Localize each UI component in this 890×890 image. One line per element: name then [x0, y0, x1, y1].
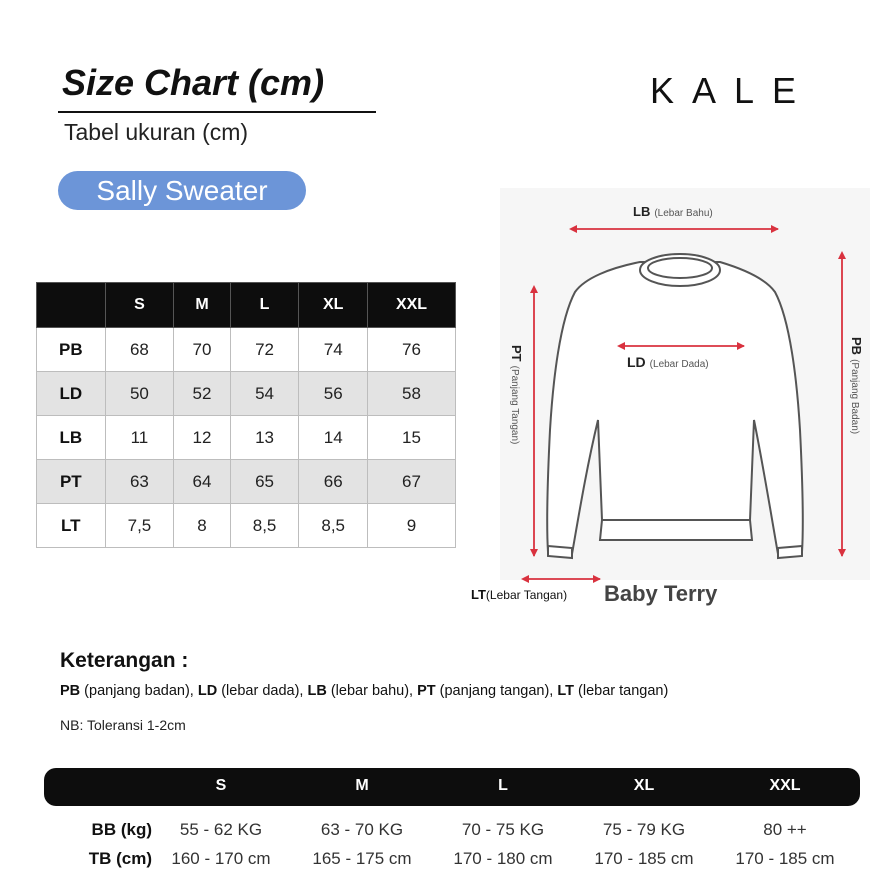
notes-legend	[60, 683, 668, 699]
legend-desc: (panjang tangan),	[435, 683, 558, 699]
fit-cell: 165 - 175 cm	[312, 849, 412, 868]
fit-size-s: S	[215, 777, 227, 794]
fit-cell: 55 - 62 KG	[179, 820, 263, 839]
table-cell: 8	[174, 504, 230, 548]
fit-cell: 63 - 70 KG	[320, 820, 404, 839]
tolerance-note: NB: Toleransi 1-2cm	[60, 717, 186, 733]
fit-cell: 170 - 180 cm	[453, 849, 553, 868]
size-col-xxl: XXL	[368, 283, 456, 328]
table-cell: 8,5	[230, 504, 299, 548]
material-label: Baby Terry	[604, 581, 718, 606]
legend-desc: (lebar bahu),	[326, 683, 418, 699]
table-row-ld	[37, 372, 456, 416]
table-cell: 8,5	[299, 504, 368, 548]
fit-size-l: L	[498, 777, 508, 794]
fit-size-xxl: XXL	[769, 777, 801, 794]
size-table-corner	[37, 283, 106, 328]
pt-label: PT(Panjang Tangan)	[509, 345, 524, 445]
lb-label: LB (Lebar Bahu)	[633, 204, 713, 219]
size-col-xl: XL	[299, 283, 368, 328]
fit-size-m: M	[355, 777, 369, 794]
fit-cell: 170 - 185 cm	[735, 849, 835, 868]
ld-label: LD (Lebar Dada)	[627, 354, 709, 370]
row-label: LB	[37, 416, 106, 460]
page-subtitle: Tabel ukuran (cm)	[64, 119, 249, 145]
table-cell: 56	[299, 372, 368, 416]
fit-row-label-height: TB (cm)	[88, 849, 152, 868]
legend-desc: (panjang badan),	[80, 683, 198, 699]
table-cell: 76	[368, 328, 456, 372]
title-underline	[58, 111, 376, 113]
lt-label: LT(Lebar Tangan)	[471, 587, 568, 602]
legend-code: LB	[307, 683, 327, 699]
table-cell: 50	[105, 372, 174, 416]
row-label: PB	[37, 328, 106, 372]
row-label: LD	[37, 372, 106, 416]
sweater-hem	[600, 520, 752, 540]
table-cell: 54	[230, 372, 299, 416]
legend-desc: (lebar dada),	[217, 683, 308, 699]
table-cell: 66	[299, 460, 368, 504]
size-col-m: M	[174, 283, 230, 328]
table-cell: 52	[174, 372, 230, 416]
table-row-pb	[37, 328, 456, 372]
fit-cell: 170 - 185 cm	[594, 849, 694, 868]
table-cell: 67	[368, 460, 456, 504]
table-cell: 74	[299, 328, 368, 372]
table-cell: 68	[105, 328, 174, 372]
table-cell: 70	[174, 328, 230, 372]
brand-logo: KALE	[650, 70, 815, 111]
table-cell: 14	[299, 416, 368, 460]
pb-label: PB(Panjang Badan)	[849, 337, 864, 435]
fit-row-label-weight: BB (kg)	[91, 820, 152, 839]
table-cell: 65	[230, 460, 299, 504]
fit-cell: 160 - 170 cm	[171, 849, 271, 868]
fit-cell: 70 - 75 KG	[461, 820, 545, 839]
page-title: Size Chart (cm)	[62, 62, 325, 103]
fit-cell: 75 - 79 KG	[602, 820, 686, 839]
left-cuff	[548, 546, 572, 558]
table-cell: 64	[174, 460, 230, 504]
table-cell: 63	[105, 460, 174, 504]
size-table	[36, 282, 456, 548]
table-row-pt	[37, 460, 456, 504]
fit-size-xl: XL	[633, 777, 655, 794]
table-cell: 13	[230, 416, 299, 460]
right-cuff	[778, 546, 802, 558]
table-cell: 58	[368, 372, 456, 416]
size-col-l: L	[230, 283, 299, 328]
product-name-badge: Sally Sweater	[58, 171, 306, 210]
table-cell: 7,5	[105, 504, 174, 548]
legend-code: PT	[417, 683, 436, 699]
size-table-header-row	[37, 283, 456, 328]
sweater-measurement-diagram	[466, 188, 886, 608]
size-col-s: S	[105, 283, 174, 328]
table-cell: 72	[230, 328, 299, 372]
table-cell: 11	[105, 416, 174, 460]
legend-code: LT	[557, 683, 575, 699]
table-cell: 9	[368, 504, 456, 548]
notes-title: Keterangan :	[60, 649, 189, 672]
row-label: PT	[37, 460, 106, 504]
legend-code: PB	[60, 683, 81, 699]
table-cell: 15	[368, 416, 456, 460]
legend-code: LD	[197, 683, 218, 699]
fit-cell: 80 ++	[763, 820, 807, 839]
legend-desc: (lebar tangan)	[574, 683, 669, 699]
table-cell: 12	[174, 416, 230, 460]
sweater-collar-inner	[648, 258, 712, 278]
row-label: LT	[37, 504, 106, 548]
table-row-lt	[37, 504, 456, 548]
table-row-lb	[37, 416, 456, 460]
